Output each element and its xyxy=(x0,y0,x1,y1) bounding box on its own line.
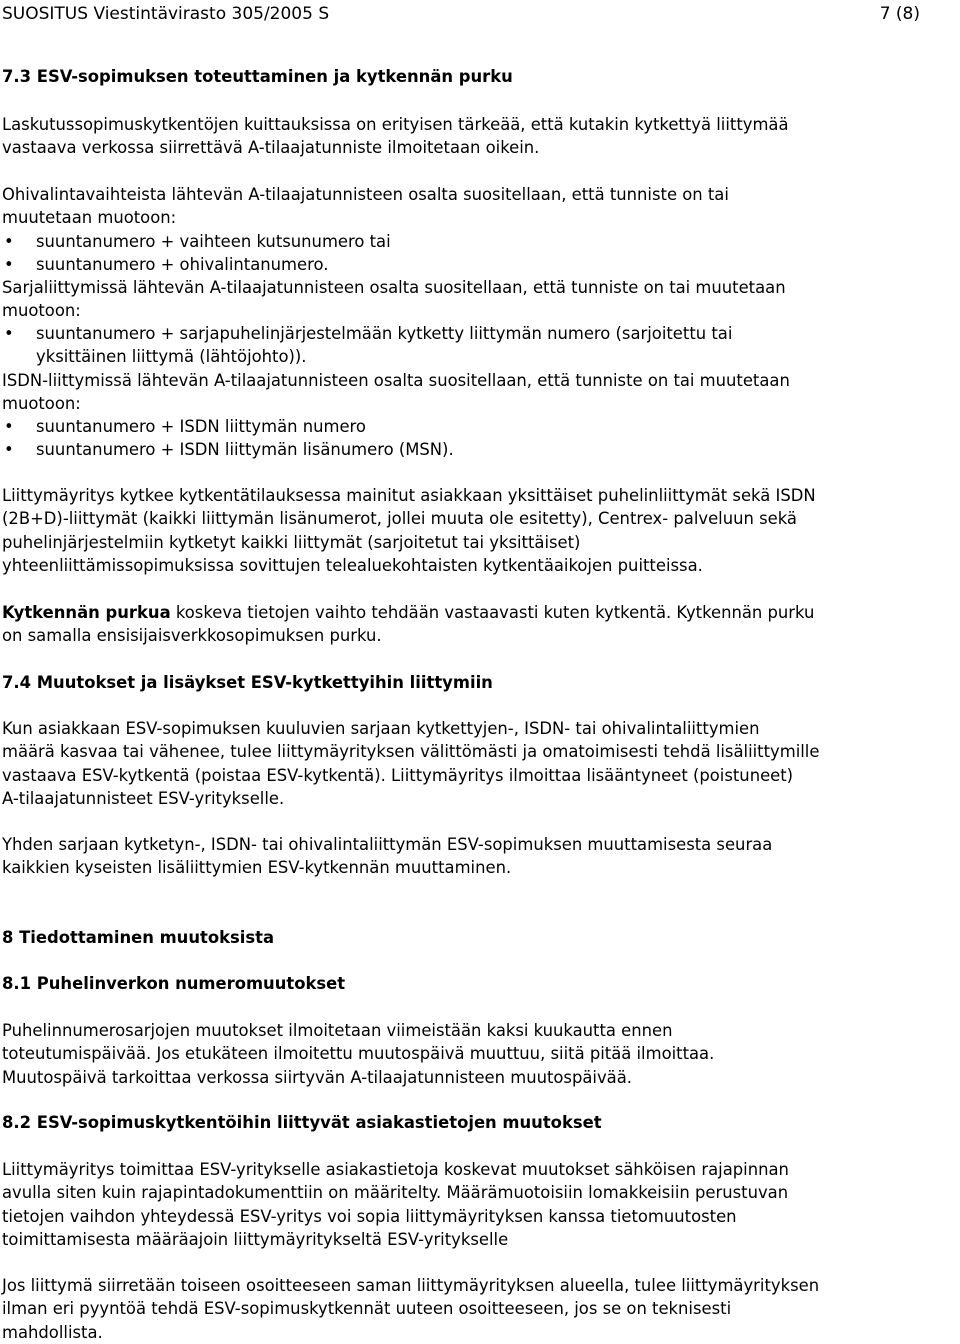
text-line: (2B+D)-liittymät (kaikki liittymän lisänumerot, jollei muuta ole esitetty), Centrex- palveluun sekä xyxy=(2,509,797,529)
text-line: A-tilaajatunnisteet ESV-yritykselle. xyxy=(2,788,285,808)
paragraph xyxy=(2,601,958,648)
text-line: Muutospäivä tarkoittaa verkossa siirtyvän A-tilaajatunnisteen muutospäivää. xyxy=(2,1067,632,1087)
text-line: toimittamisesta määräajoin liittymäyritykseltä ESV-yritykselle xyxy=(2,1229,509,1249)
section-heading-7-3: 7.3 ESV-sopimuksen toteuttaminen ja kytkennän purku xyxy=(2,67,513,86)
paragraph xyxy=(2,113,958,160)
text-line: tietojen vaihdon yhteydessä ESV-yritys voi sopia liittymäyrityksen kanssa tietomuutosten xyxy=(2,1206,737,1226)
text-run: koskeva tietojen vaihto tehdään vastaavasti kuten kytkentä. Kytkennän purku xyxy=(170,603,815,622)
paragraph xyxy=(2,183,958,230)
text-line: muotoon: xyxy=(2,394,81,414)
bullet-list xyxy=(2,415,958,461)
text-line: Yhden sarjaan kytketyn-, ISDN- tai ohivalintaliittymän ESV-sopimuksen muuttamisesta seuraa xyxy=(2,835,773,854)
section-heading-7-4: 7.4 Muutokset ja lisäykset ESV-kytkettyihin liittymiin xyxy=(2,673,493,692)
text-line: avulla siten kuin rajapintadokumenttiin on määritelty. Määrämuotoisiin lomakkeisiin perustuvan xyxy=(2,1183,789,1203)
paragraph xyxy=(2,1274,958,1344)
text-line: Sarjaliittymissä lähtevän A-tilaajatunnisteen osalta suositellaan, että tunniste on tai muutetaan xyxy=(2,278,786,297)
paragraph xyxy=(2,833,958,880)
list-item: suuntanumero + ISDN liittymän lisänumero (MSN). xyxy=(36,440,454,460)
list-item: suuntanumero + ohivalintanumero. xyxy=(36,255,329,275)
text-line: muotoon: xyxy=(2,301,81,321)
bullet-icon: • xyxy=(4,324,14,343)
text-line: vastaava verkossa siirrettävä A-tilaajatunniste ilmoitetaan oikein. xyxy=(2,138,540,158)
paragraph xyxy=(2,1019,958,1089)
paragraph xyxy=(2,484,958,577)
list-item: suuntanumero + vaihteen kutsunumero tai xyxy=(36,232,391,251)
text-line: ilman eri pyyntöä tehdä ESV-sopimuskytkennät uuteen osoitteeseen, jos se on teknisesti xyxy=(2,1299,732,1319)
text-line: Ohivalintavaihteista lähtevän A-tilaajatunnisteen osalta suositellaan, että tunniste on tai xyxy=(2,185,729,204)
bullet-icon: • xyxy=(4,255,14,275)
bullet-list xyxy=(2,230,958,276)
bullet-icon: • xyxy=(4,440,14,460)
page-number: 7 (8) xyxy=(879,4,920,24)
section-heading-8-1: 8.1 Puhelinverkon numeromuutokset xyxy=(2,974,346,993)
list-item: suuntanumero + sarjapuhelinjärjestelmään kytketty liittymän numero (sarjoitettu tai xyxy=(36,324,733,343)
text-line: yhteenliittämissopimuksissa sovittujen telealuekohtaisten kytkentäaikojen puitteissa. xyxy=(2,555,703,575)
text-line: Liittymäyritys kytkee kytkentätilauksessa mainitut asiakkaan yksittäiset puhelinliittymät sekä ISDN xyxy=(2,486,816,505)
bullet-icon: • xyxy=(4,232,14,251)
bullet-list xyxy=(2,322,958,368)
text-line: Laskutussopimuskytkentöjen kuittauksissa on erityisen tärkeää, että kutakin kytkettyä liittymää xyxy=(2,115,789,134)
list-item: suuntanumero + ISDN liittymän numero xyxy=(36,417,366,436)
text-line: muutetaan muotoon: xyxy=(2,208,177,228)
page-header xyxy=(2,3,920,29)
text-line: puhelinjärjestelmiin kytketyt kaikki liittymät (sarjoitetut tai yksittäiset) xyxy=(2,532,581,552)
text-line: Liittymäyritys toimittaa ESV-yritykselle asiakastietoja koskevat muutokset sähköisen rajapinnan xyxy=(2,1160,789,1179)
paragraph xyxy=(2,276,958,323)
text-line: Puhelinnumerosarjojen muutokset ilmoitetaan viimeistään kaksi kuukautta ennen xyxy=(2,1021,673,1040)
document-reference: SUOSITUS Viestintävirasto 305/2005 S xyxy=(2,4,330,24)
paragraph xyxy=(2,717,958,810)
bold-term: Kytkennän purkua xyxy=(2,603,171,622)
text-line: Kun asiakkaan ESV-sopimuksen kuuluvien sarjaan kytkettyjen-, ISDN- tai ohivalintaliittymien xyxy=(2,719,760,738)
text-line: toteutumispäivää. Jos etukäteen ilmoitettu muutospäivä muuttuu, siitä pitää ilmoittaa. xyxy=(2,1044,715,1064)
text-line: on samalla ensisijaisverkkosopimuksen purku. xyxy=(2,626,382,646)
text-line: vastaava ESV-kytkentä (poistaa ESV-kytkentä). Liittymäyritys ilmoittaa lisääntyneet (poistuneet) xyxy=(2,765,794,785)
text-line: mahdollista. xyxy=(2,1322,103,1342)
text-line xyxy=(2,601,958,624)
paragraph xyxy=(2,1158,958,1251)
text-line: ISDN-liittymissä lähtevän A-tilaajatunnisteen osalta suositellaan, että tunniste on tai muutetaan xyxy=(2,371,790,390)
text-line: kaikkien kyseisten lisäliittymien ESV-kytkennän muuttaminen. xyxy=(2,858,512,878)
paragraph xyxy=(2,369,958,416)
bullet-icon: • xyxy=(4,417,14,436)
section-heading-8-2: 8.2 ESV-sopimuskytkentöihin liittyvät asiakastietojen muutokset xyxy=(2,1113,602,1132)
list-item-continuation: yksittäinen liittymä (lähtöjohto)). xyxy=(36,347,307,367)
text-line: Jos liittymä siirretään toiseen osoitteeseen saman liittymäyrityksen alueella, tulee liittymäyrityksen xyxy=(2,1276,820,1295)
text-line: määrä kasvaa tai vähenee, tulee liittymäyrityksen välittömästi ja omatoimisesti tehdä lisäliittymille xyxy=(2,742,820,762)
section-heading-8: 8 Tiedottaminen muutoksista xyxy=(2,928,275,947)
